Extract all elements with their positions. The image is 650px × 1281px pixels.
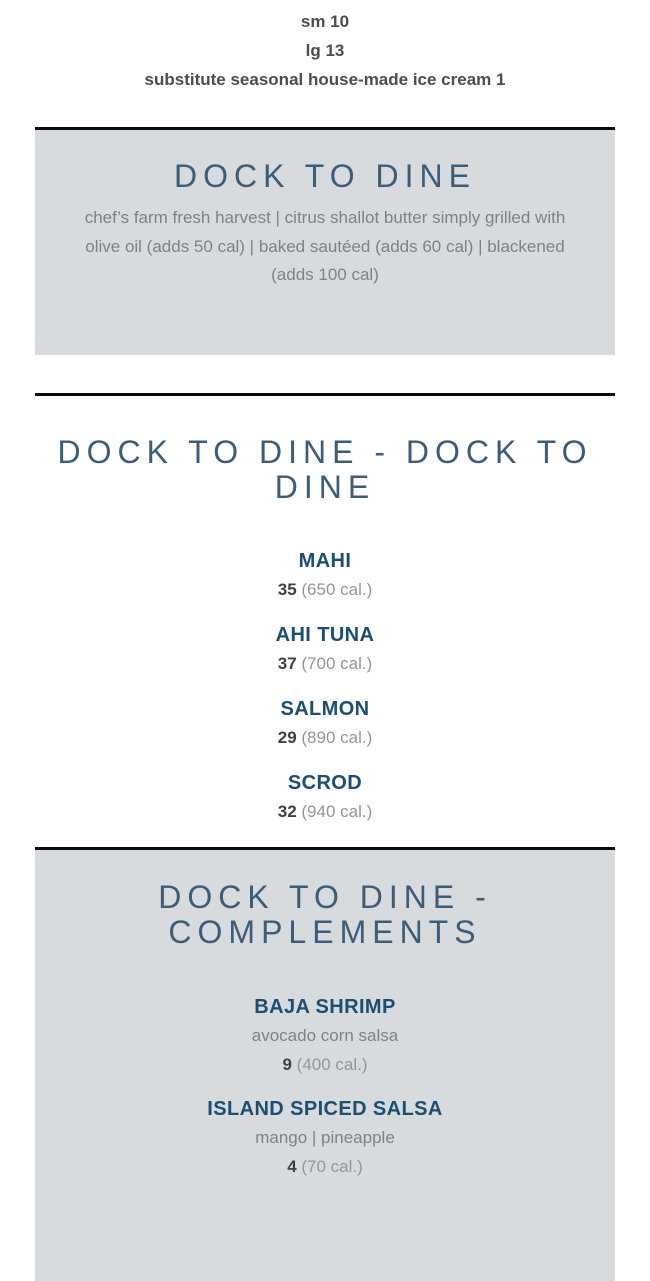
menu-item-price: 4 [287,1156,297,1176]
menu-item [65,1099,585,1177]
menu-item-calories: (70 cal.) [301,1156,363,1176]
entrees-item-list [0,551,650,822]
menu-item-price-line [65,1055,585,1075]
menu-item-name: SALMON [280,697,370,720]
menu-item-name: BAJA SHRIMP [254,995,396,1018]
menu-item-description: avocado corn salsa [251,1025,399,1045]
menu-item-price-line [0,654,650,674]
menu-item-calories: (890 cal.) [301,727,373,747]
dock-to-dine-intro-panel [35,130,615,355]
price-note-small: sm 10 [300,12,350,31]
menu-item [0,551,650,600]
menu-item-price: 32 [277,801,297,821]
menu-item-price-line [0,728,650,748]
menu-price-notes [0,0,650,94]
complements-item-list [65,997,585,1177]
menu-item [65,997,585,1075]
menu-item-name: MAHI [298,549,352,572]
menu-item-name: AHI TUNA [275,623,375,646]
menu-item-calories: (940 cal.) [301,801,373,821]
menu-item-price-line [0,580,650,600]
menu-item-calories: (700 cal.) [301,653,373,673]
complements-section-title: DOCK TO DINE - COMPLEMENTS [158,878,492,950]
menu-item-name: SCROD [287,771,363,794]
menu-item-price: 29 [277,727,297,747]
entrees-section-title: DOCK TO DINE - DOCK TO DINE [57,433,593,505]
entrees-section [0,396,650,822]
menu-item-calories: (400 cal.) [296,1054,368,1074]
menu-item-price: 37 [277,653,297,673]
menu-item [0,699,650,748]
menu-item [0,625,650,674]
menu-item [0,773,650,822]
menu-item-price-line [65,1157,585,1177]
menu-item-calories: (650 cal.) [301,579,373,599]
menu-item-name: ISLAND SPICED SALSA [207,1097,443,1120]
menu-item-price: 9 [282,1054,292,1074]
price-note-large: lg 13 [305,41,345,60]
menu-item-description: mango | pineapple [255,1127,395,1147]
menu-item-price: 35 [277,579,297,599]
intro-panel-description: chef’s farm fresh harvest | citrus shallot butter simply grilled with olive oil (adds 50 cal) | baked sautéed (adds 60 cal) | blackened (adds 100 cal) [84,208,566,284]
price-note-substitute: substitute seasonal house-made ice cream 1 [144,70,506,89]
complements-panel [35,850,615,1281]
intro-panel-title: DOCK TO DINE [174,158,476,194]
menu-item-price-line [0,802,650,822]
